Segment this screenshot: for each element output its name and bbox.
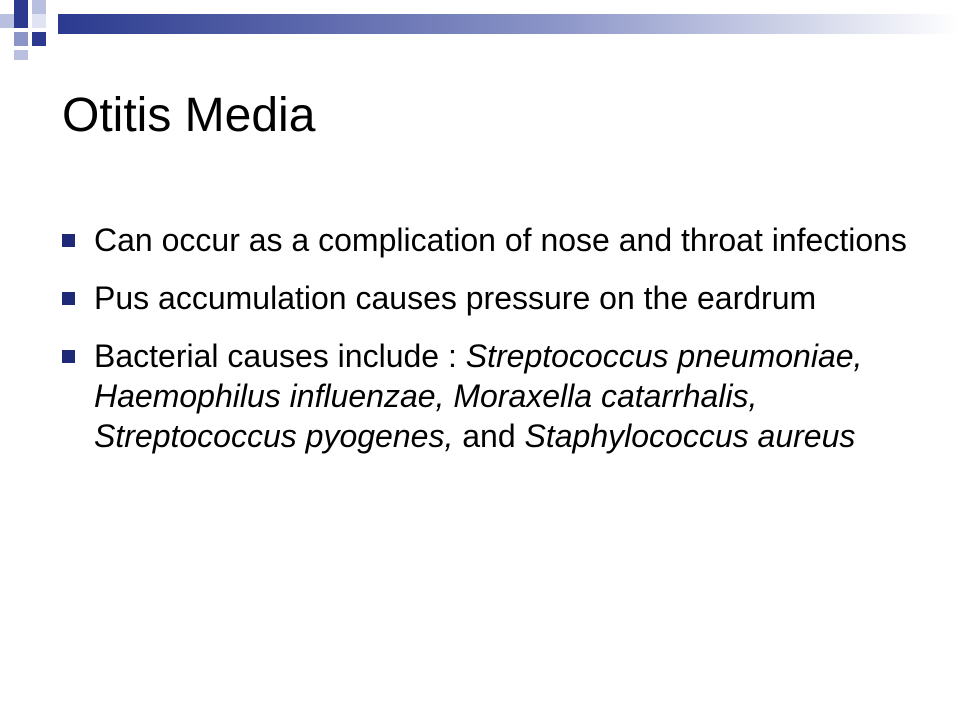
- bullet-square-icon: [62, 350, 75, 363]
- bacteria-names: Streptococcus pneumoniae, Haemophilus influenzae, Moraxella catarrhalis, Streptococcus pyogenes,: [94, 338, 863, 454]
- deco-square-7: [32, 32, 46, 46]
- deco-square-4: [14, 14, 28, 28]
- deco-square-3: [0, 14, 14, 28]
- bullet-square-icon: [62, 234, 75, 247]
- bullet-text: Can occur as a complication of nose and throat infections: [94, 222, 907, 258]
- bullet-item: [62, 278, 922, 318]
- deco-square-2: [32, 0, 46, 14]
- deco-square-8: [14, 50, 28, 60]
- slide-title: Otitis Media: [62, 89, 316, 142]
- deco-square-6: [14, 32, 28, 46]
- header-gradient-bar: [58, 14, 960, 34]
- deco-square-1: [14, 0, 28, 14]
- bullet-text-intro: Bacterial causes include :: [94, 338, 466, 374]
- bullet-item: [62, 336, 922, 456]
- bullet-text: Pus accumulation causes pressure on the eardrum: [94, 280, 817, 316]
- bullet-item: [62, 220, 922, 260]
- header-decoration: [0, 0, 960, 60]
- bacteria-name-last: Staphylococcus aureus: [524, 418, 856, 454]
- bullet-list: [62, 220, 922, 474]
- bullet-text-conjunction: and: [453, 418, 525, 454]
- deco-square-5: [32, 14, 46, 28]
- bullet-square-icon: [62, 292, 75, 305]
